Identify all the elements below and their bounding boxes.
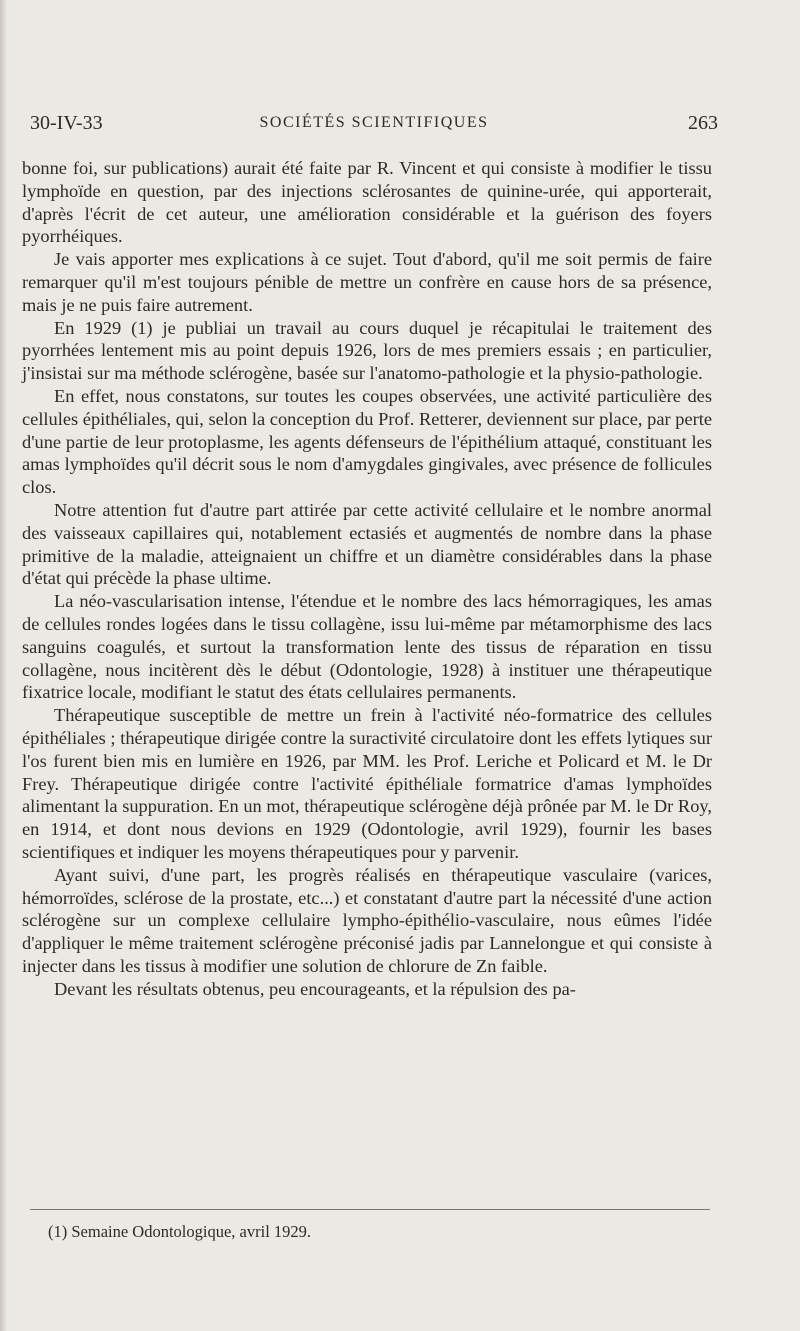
page-number: 263	[688, 112, 718, 134]
paragraph: En 1929 (1) je publiai un travail au cours duquel je récapitulai le traitement des pyorrhées lentement mis au point depuis 1926, lors de mes premiers essais ; en particulier, j'insistai sur ma méthode sclérogène, basée sur l'anatomo-pathologie et la physio-pathologie.	[22, 317, 712, 384]
paragraph: bonne foi, sur publications) aurait été faite par R. Vincent et qui consiste à modifier le tissu lymphoïde en question, par des injections sclérosantes de quinine-urée, qui apporterait, d'après l'écrit de cet auteur, une amélioration considérable et la guérison des foyers pyorrhéiques.	[22, 158, 712, 247]
paragraph: Ayant suivi, d'une part, les progrès réalisés en thérapeutique vasculaire (varices, hémorroïdes, sclérose de la prostate, etc...) et constatant d'autre part la nécessité d'une action sclérogène sur un complexe cellulaire lympho-épithélio-vasculaire, nous eûmes l'idée d'appliquer le même traitement sclérogène préconisé jadis par Lannelongue et qui consiste à injecter dans les tissus à modifier une solution de chlorure de Zn faible.	[22, 864, 712, 976]
running-header	[30, 112, 718, 142]
paragraph: Notre attention fut d'autre part attirée par cette activité cellulaire et le nombre anormal des vaisseaux capillaires qui, notablement ectasiés et augmentés de nombre dans la phase primitive de la maladie, atteignaient un chiffre et un diamètre considérables dans la phase d'état qui précède la phase ultime.	[22, 499, 712, 589]
header-date: 30-IV-33	[30, 112, 103, 134]
paragraph: En effet, nous constatons, sur toutes les coupes observées, une activité particulière des cellules épithéliales, qui, selon la conception du Prof. Retterer, deviennent sur place, par perte d'une partie de leur protoplasme, les agents défenseurs de l'épithélium attaqué, constituant les amas lymphoïdes qu'il décrit sous le nom d'amygdales gingivales, avec présence de follicules clos.	[22, 385, 712, 498]
paragraph: Thérapeutique susceptible de mettre un frein à l'activité néo-formatrice des cellules épithéliales ; thérapeutique dirigée contre la suractivité circulatoire dont les effets lytiques sur l'os furent bien mis en lumière en 1926, par MM. les Prof. Leriche et Policard et M. le Dr Frey. Thérapeutique dirigée contre l'activité épithéliale formatrice d'amas lymphoïdes alimentant la suppuration. En un mot, thérapeutique sclérogène déjà prônée par M. le Dr Roy, en 1914, et dont nous devions en 1929 (Odontologie, avril 1929), fournir les bases scientifiques et indiquer les moyens thérapeutiques pour y parvenir.	[22, 705, 712, 862]
header-title: SOCIÉTÉS SCIENTIFIQUES	[259, 114, 489, 131]
footnote: (1) Semaine Odontologique, avril 1929.	[48, 1222, 312, 1241]
page-binding-edge	[0, 0, 6, 1331]
paragraph: La néo-vascularisation intense, l'étendue et le nombre des lacs hémorragiques, les amas de cellules rondes logées dans le tissu collagène, issu lui-même par métamorphisme des lacs sanguins coagulés, et surtout la transformation lente des tissus de réparation en tissu collagène, nous incitèrent dès le début (Odontologie, 1928) à instituer une thérapeutique fixatrice locale, modifiant le statut des états cellulaires permanents.	[22, 591, 712, 703]
paragraph: Devant les résultats obtenus, peu encourageants, et la répulsion des pa-	[54, 978, 576, 999]
paragraph: Je vais apporter mes explications à ce sujet. Tout d'abord, qu'il me soit permis de faire remarquer qu'il m'est toujours pénible de mettre un confrère en cause hors de sa présence, mais je ne puis faire autrement.	[22, 249, 712, 315]
body-text	[22, 157, 712, 1000]
footnote-rule	[30, 1209, 710, 1210]
